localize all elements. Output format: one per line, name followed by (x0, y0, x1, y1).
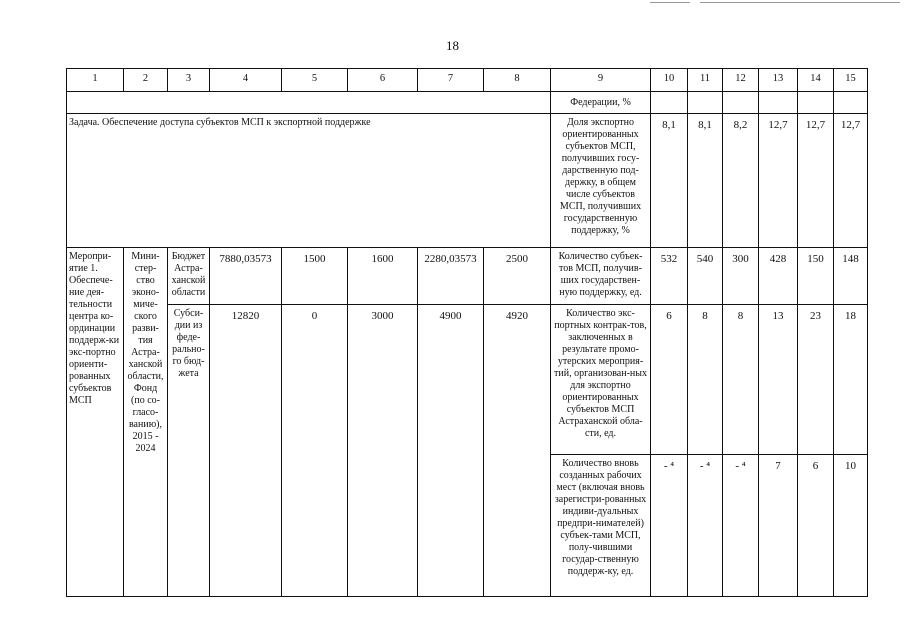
indicator-cell: Количество вновь созданных рабочих мест (включая вновь зарегистри-рованных индиви-дуальных предпри-нимателей) субъек-тами МСП, полу-чившими государ-ственную поддерж-ку, ед. (551, 455, 651, 597)
value-cell: 12,7 (798, 114, 834, 248)
empty-cell (723, 92, 759, 114)
header-cell: 5 (282, 69, 348, 92)
header-cell: 15 (834, 69, 868, 92)
header-cell: 2 (124, 69, 168, 92)
value-cell: - ⁴ (688, 455, 723, 597)
federation-row (67, 92, 868, 114)
value-cell: 532 (651, 248, 688, 305)
header-cell: 12 (723, 69, 759, 92)
value-cell: 8 (723, 305, 759, 455)
empty-cell (651, 92, 688, 114)
empty-cell (834, 92, 868, 114)
value-cell: 6 (798, 455, 834, 597)
value-cell: 8,1 (651, 114, 688, 248)
value-cell: 428 (759, 248, 798, 305)
value-cell: 3000 (348, 305, 418, 597)
measure-row-1 (67, 248, 868, 305)
value-cell: 18 (834, 305, 868, 455)
value-cell: 150 (798, 248, 834, 305)
measure-row-2 (67, 305, 868, 455)
value-cell: 10 (834, 455, 868, 597)
value-cell: 7 (759, 455, 798, 597)
indicator-cell: Доля экспортно ориентированных субъектов МСП, получивших госу-дарственную под-держку, в общем числе субъектов МСП, получивших государственную поддержку, % (551, 114, 651, 248)
header-cell: 7 (418, 69, 484, 92)
value-cell: 148 (834, 248, 868, 305)
top-rule-1 (650, 2, 690, 3)
value-cell: 8 (688, 305, 723, 455)
value-cell: 23 (798, 305, 834, 455)
header-cell: 1 (67, 69, 124, 92)
indicator-cell: Количество экс-портных контрак-тов, заключенных в результате промо-утерских мероприя-тий, организован-ных для экспортно ориентированных субъектов МСП Астраханской обла-сти, ед. (551, 305, 651, 455)
header-row (67, 69, 868, 92)
value-cell: 0 (282, 305, 348, 597)
header-cell: 11 (688, 69, 723, 92)
value-cell: 2280,03573 (418, 248, 484, 305)
total-cell: 12820 (210, 305, 282, 597)
value-cell: 12,7 (759, 114, 798, 248)
value-cell: 2500 (484, 248, 551, 305)
value-cell: 4920 (484, 305, 551, 597)
empty-cell (67, 92, 551, 114)
funding-source: Субси-дии из феде-рально-го бюд-жета (168, 305, 210, 597)
header-cell: 9 (551, 69, 651, 92)
header-cell: 4 (210, 69, 282, 92)
header-cell: 10 (651, 69, 688, 92)
value-cell: 8,1 (688, 114, 723, 248)
header-cell: 14 (798, 69, 834, 92)
value-cell: 1500 (282, 248, 348, 305)
value-cell: 13 (759, 305, 798, 455)
header-cell: 13 (759, 69, 798, 92)
total-cell: 7880,03573 (210, 248, 282, 305)
value-cell: 6 (651, 305, 688, 455)
top-rule-2 (700, 2, 900, 3)
header-cell: 6 (348, 69, 418, 92)
funding-source: Бюджет Астра-ханской области (168, 248, 210, 305)
measure-name: Меропри-ятие 1. Обеспече-ние дея-тельности центра ко-ординации поддерж-ки экс-портно ориенти-рованных субъектов МСП (67, 248, 124, 597)
task-row (67, 114, 868, 248)
value-cell: 1600 (348, 248, 418, 305)
page-number: 18 (446, 38, 459, 53)
empty-cell (688, 92, 723, 114)
value-cell: 540 (688, 248, 723, 305)
value-cell: 12,7 (834, 114, 868, 248)
header-cell: 8 (484, 69, 551, 92)
value-cell: - ⁴ (651, 455, 688, 597)
value-cell: - ⁴ (723, 455, 759, 597)
indicator-cell: Количество субъек-тов МСП, получив-ших государствен-ную поддержку, ед. (551, 248, 651, 305)
empty-cell (798, 92, 834, 114)
empty-cell (759, 92, 798, 114)
header-cell: 3 (168, 69, 210, 92)
task-title: Задача. Обеспечение доступа субъектов МСП к экспортной поддержке (67, 114, 551, 248)
value-cell: 8,2 (723, 114, 759, 248)
program-table (66, 68, 868, 597)
value-cell: 300 (723, 248, 759, 305)
indicator-cell: Федерации, % (551, 92, 651, 114)
measure-executor: Мини-стер-ство эконо-миче-ского разви-тия Астра-ханской области, Фонд (по со-гласо-ванию), 2015 - 2024 (124, 248, 168, 597)
value-cell: 4900 (418, 305, 484, 597)
